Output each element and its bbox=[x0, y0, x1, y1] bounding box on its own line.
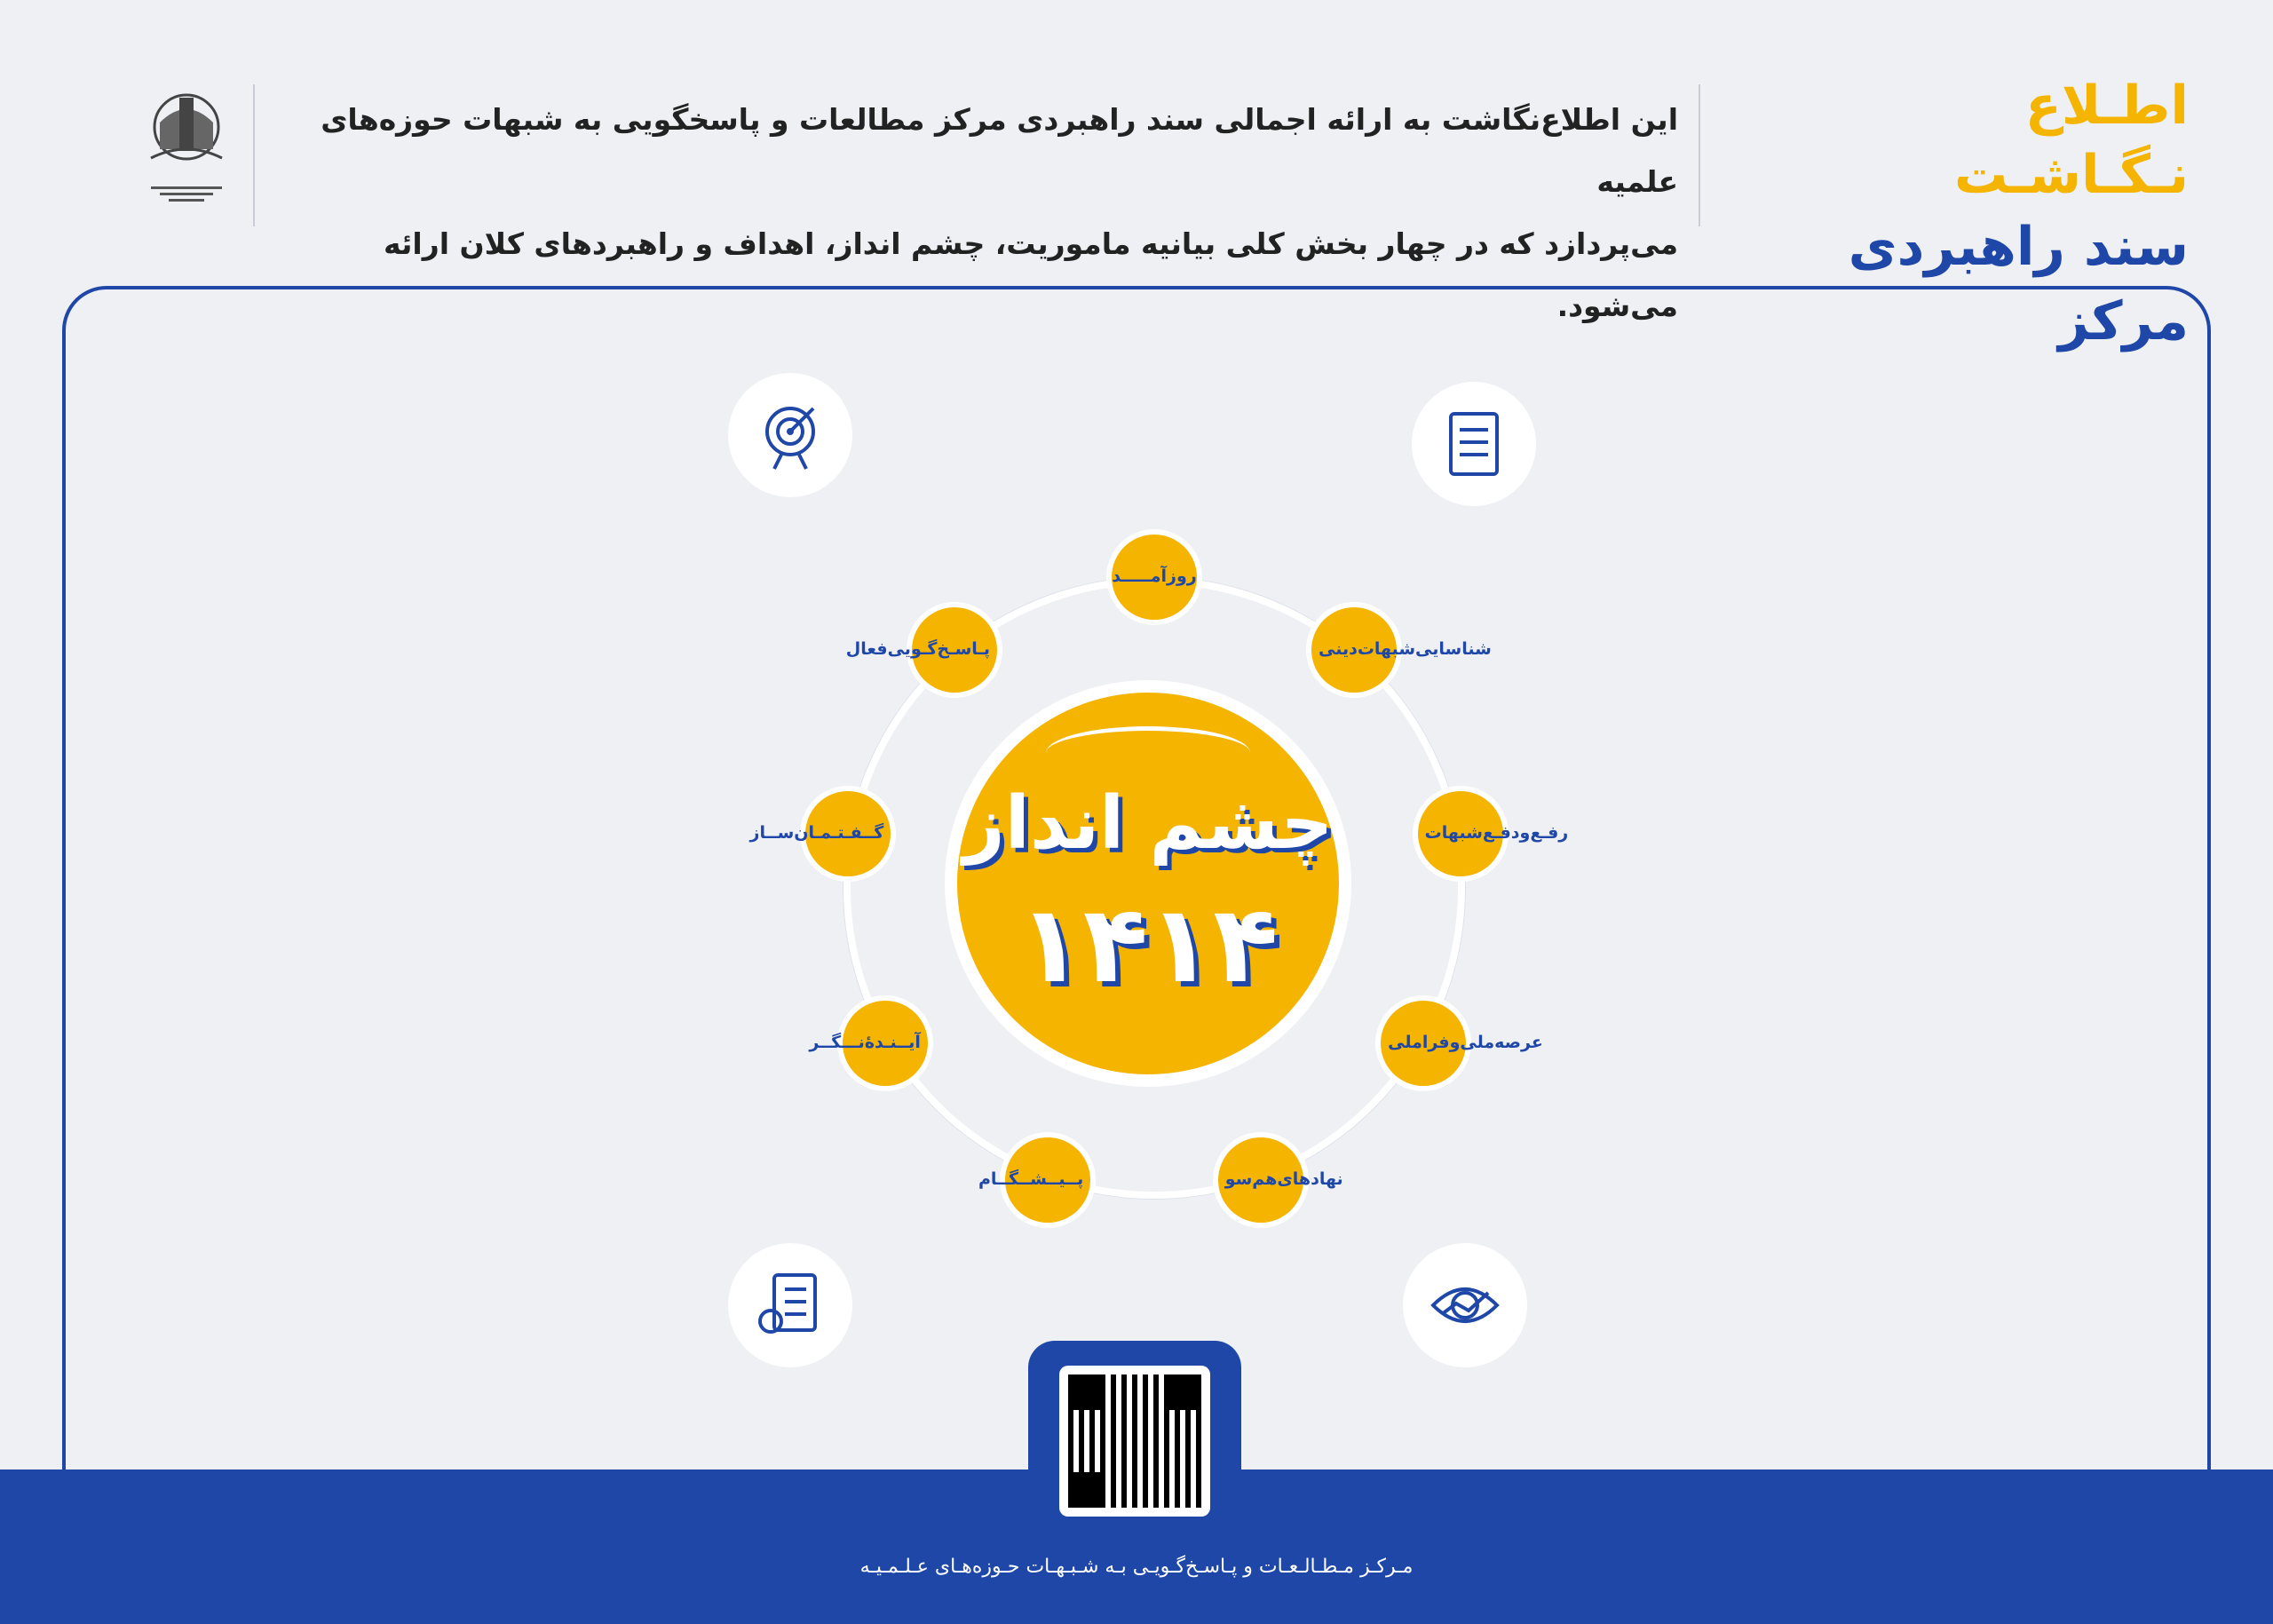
title-line1: اطـلاع نـگـاشـت bbox=[1954, 75, 2189, 206]
footer-text: مـرکـز مـطـالـعـات و پـاسـخ‌گـویـی بـه شـبـهـات حـوزه‌هـای عـلـمـیـه bbox=[859, 1556, 1414, 1578]
vision-node-label: آیــنـدهٔ‌نـــگــر bbox=[809, 1033, 921, 1052]
title-divider bbox=[1699, 84, 1700, 226]
title-line2: سند راهبردی مرکز bbox=[1848, 216, 2189, 353]
target-icon bbox=[728, 373, 852, 497]
logo bbox=[133, 87, 240, 229]
qr-pattern bbox=[1068, 1374, 1201, 1508]
vision-node-label: نهادهای‌هم‌سو bbox=[1224, 1168, 1343, 1189]
vision-center bbox=[957, 693, 1339, 1074]
document-icon bbox=[1412, 382, 1536, 506]
vision-year: ۱۴۱۴ bbox=[1018, 883, 1279, 1007]
header bbox=[0, 0, 2273, 353]
vision-node-label: پــیــشــگــام bbox=[978, 1168, 1084, 1189]
vision-node-label: پـاسـخ‌گـویی‌فعال bbox=[845, 638, 991, 659]
vision-node-label: عرصه‌ملی‌وفراملی bbox=[1388, 1033, 1543, 1052]
intro-line1: این اطلاع‌نگاشت به ارائه اجمالی سند راهبردی مرکز مطالعات و پاسخگویی به شبهات حوزه‌های علمیه bbox=[321, 102, 1678, 199]
vision-node-label: روزآمـــــد bbox=[1112, 566, 1197, 586]
vision-title: چشم انداز bbox=[962, 781, 1334, 866]
center-arc bbox=[1046, 726, 1250, 780]
vision-node-label: گــفـتـمـان‌ســاز bbox=[749, 823, 884, 844]
qr-code[interactable] bbox=[1059, 1366, 1210, 1517]
intro-line2: می‌پردازد که در چهار بخش کلی بیانیه ماموریت، چشم انداز، اهداف و راهبردهای کلان ارائه می‌شود. bbox=[384, 226, 1678, 323]
eye-chart-icon bbox=[1403, 1243, 1527, 1367]
logo-divider bbox=[253, 84, 255, 226]
vision-node-label: شناسایی‌شبهات‌دینی bbox=[1318, 638, 1492, 659]
logo-emblem-icon bbox=[133, 87, 240, 176]
vision-node-label: رفـع‌ودفـع‌شبهات bbox=[1424, 823, 1569, 844]
checklist-gear-icon bbox=[728, 1243, 852, 1367]
